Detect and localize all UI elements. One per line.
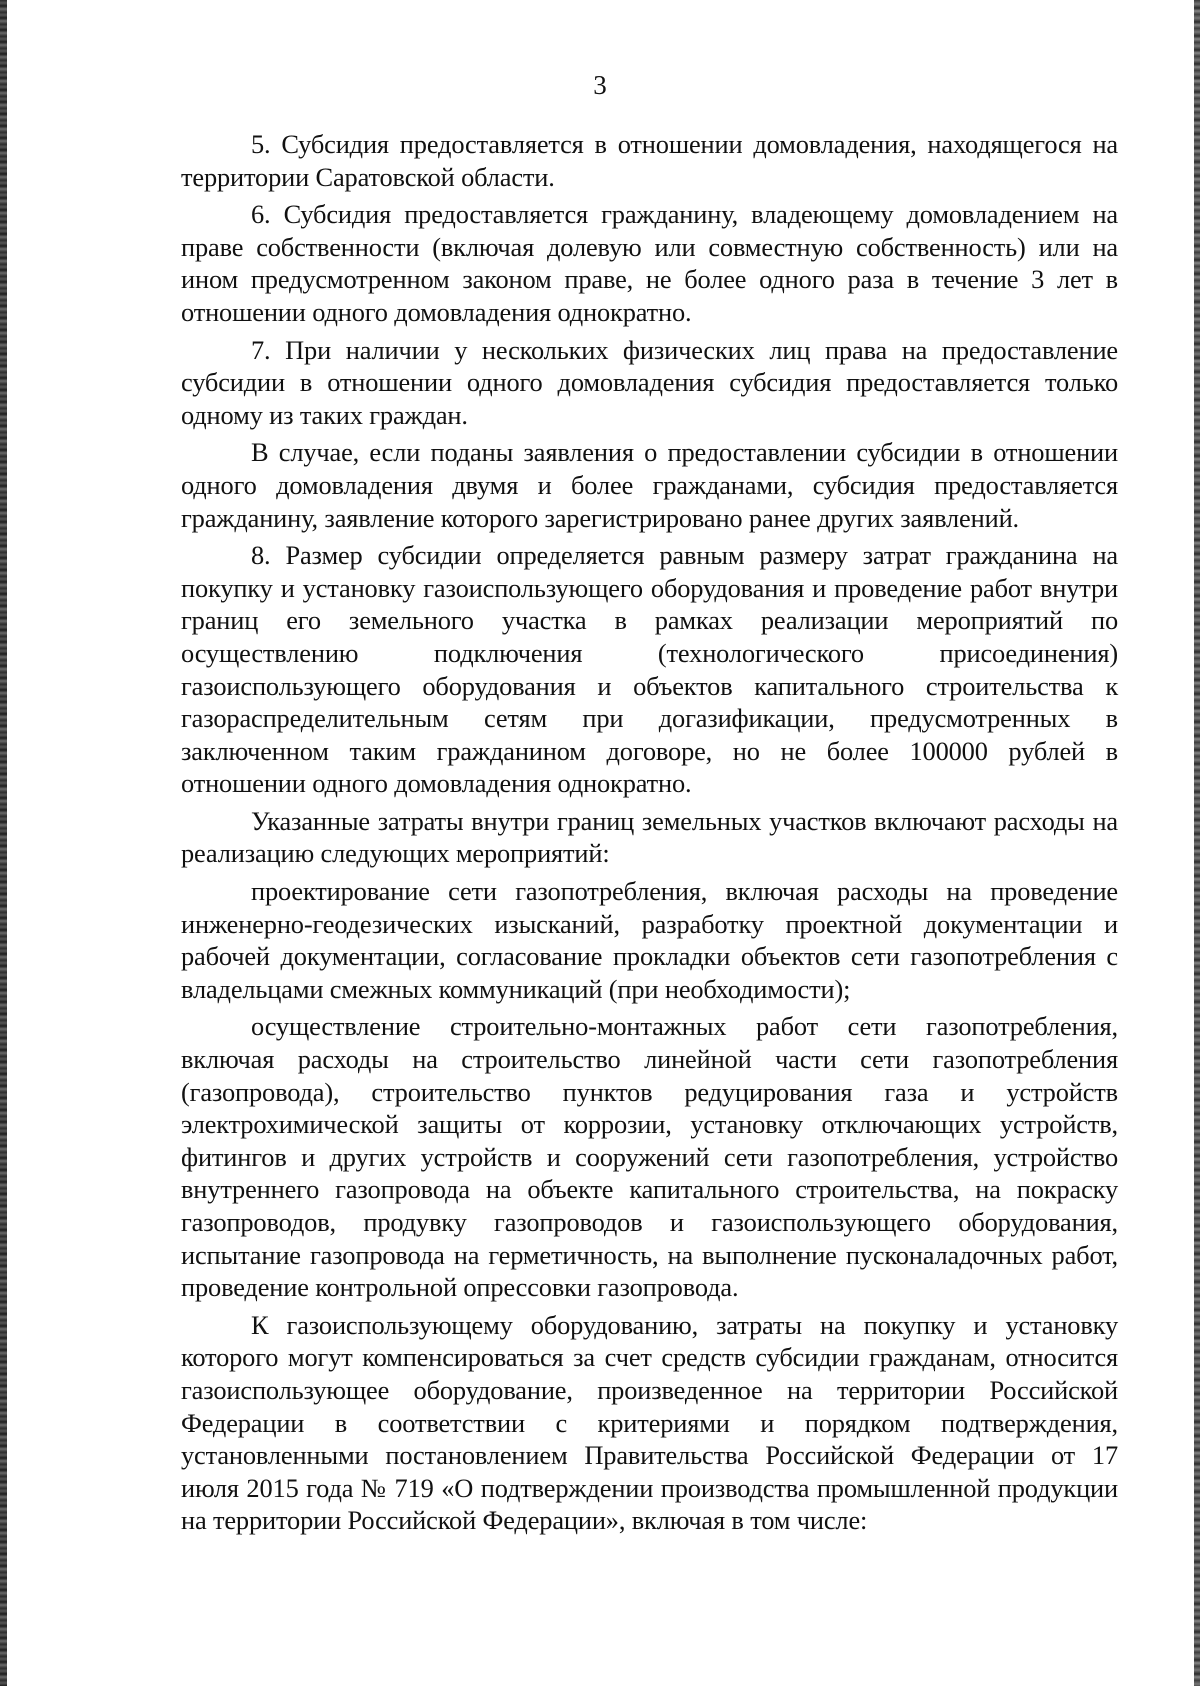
paragraph-8: 8. Размер субсидии определяется равным размеру затрат гражданина на покупку и установку газоиспользующего оборудования и проведение работ внутри границ его земельного участка в рамках реализации мероприятий по осуществлению подключения (технологического присоединения) газоиспользующего оборудования и объектов капитального строительства к газораспределительным сетям при догазификации, предусмотренных в заключенном таким гражданином договоре, но не более 100000 рублей в отношении одного домовладения однократно. — [181, 540, 1118, 799]
scan-edge-right — [1194, 0, 1200, 1686]
paragraph-5: 5. Субсидия предоставляется в отношении домовладения, находящегося на территории Саратовской области. — [181, 129, 1118, 192]
scan-edge-left — [0, 0, 7, 1686]
paragraph-7-case: В случае, если поданы заявления о предоставлении субсидии в отношении одного домовладения двумя и более гражданами, субсидия предоставляется гражданину, заявление которого зарегистрировано ранее других заявлений. — [181, 437, 1118, 533]
document-body — [181, 128, 1118, 1542]
paragraph-equipment: К газоиспользующему оборудованию, затраты на покупку и установку которого могут компенсироваться за счет средств субсидии гражданам, относится газоиспользующее оборудование, произведенное на территории Российской Федерации в соответствии с критериями и порядком подтверждения, установленными постановлением Правительства Российской Федерации от 17 июля 2015 года № 719 «О подтверждении производства промышленной продукции на территории Российской Федерации», включая в том числе: — [181, 1309, 1118, 1536]
list-item-construction: осуществление строительно-монтажных работ сети газопотребления, включая расходы на строительство линейной части сети газопотребления (газопровода), строительство пунктов редуцирования газа и устройств электрохимической защиты от коррозии, установку отключающих устройств, фитингов и других устройств и сооружений сети газопотребления, устройство внутреннего газопровода на объекте капитального строительства, на покраску газопроводов, продувку газопроводов и газоиспользующего оборудования, испытание газопровода на герметичность, на выполнение пусконаладочных работ, проведение контрольной опрессовки газопровода. — [181, 1011, 1118, 1303]
list-item-design: проектирование сети газопотребления, включая расходы на проведение инженерно-геодезических изысканий, разработку проектной документации и рабочей документации, согласование прокладки объектов сети газопотребления с владельцами смежных коммуникаций (при необходимости); — [181, 876, 1118, 1004]
paragraph-6: 6. Субсидия предоставляется гражданину, владеющему домовладением на праве собственности (включая долевую или совместную собственность) или на ином предусмотренном законом праве, не более одного раза в течение 3 лет в отношении одного домовладения однократно. — [181, 199, 1118, 327]
paragraph-7: 7. При наличии у нескольких физических лиц права на предоставление субсидии в отношении одного домовладения субсидия предоставляется только одному из таких граждан. — [181, 334, 1118, 430]
paragraph-costs-intro: Указанные затраты внутри границ земельных участков включают расходы на реализацию следующих мероприятий: — [181, 805, 1118, 869]
page-number: 3 — [593, 70, 607, 100]
